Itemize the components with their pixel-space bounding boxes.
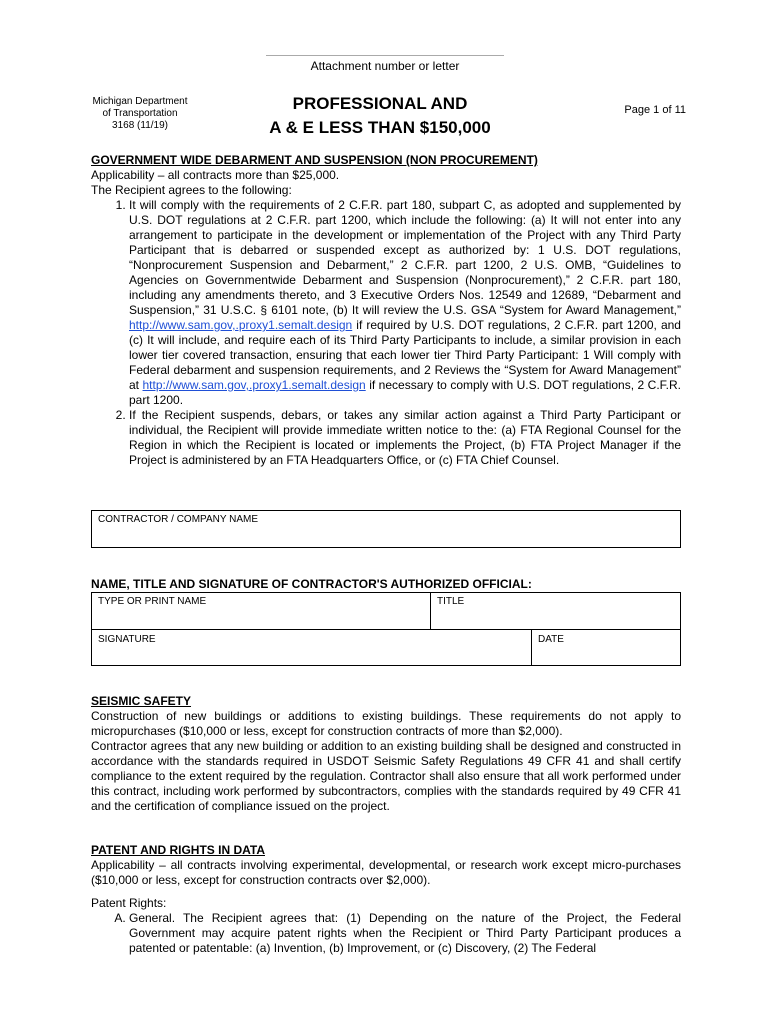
date-label: DATE <box>538 634 564 645</box>
debarment-list <box>91 198 681 468</box>
signature-label: SIGNATURE <box>98 634 156 645</box>
page-number: Page 1 of 11 <box>624 104 686 116</box>
title-line-2: A & E LESS THAN $150,000 <box>269 118 491 137</box>
debarment-intro: The Recipient agrees to the following: <box>91 183 292 197</box>
official-heading: NAME, TITLE AND SIGNATURE OF CONTRACTOR'S AUTHORIZED OFFICIAL: <box>91 577 532 591</box>
title-label: TITLE <box>437 596 465 607</box>
title-line-1: PROFESSIONAL AND <box>292 94 468 113</box>
debarment-item-1 <box>129 198 681 408</box>
debarment-item-1-text-a: It will comply with the requirements of 2 C.F.R. part 180, subpart C, as adopted and supplemented by U.S. DOT regulations at 2 C.F.R. part 1200, which include the following: (a) It will not enter into any arrangement to participate in the development or implementation of the Project with any Third Party Participant that is debarred or suspended except as authorized by: 1 U.S. DOT regulations, “Nonprocurement Suspension and Debarment,” 2 C.F.R. part 1200, 2 U.S. OMB, “Guidelines to Agencies on Governmentwide Debarment and Suspension (Nonprocurement),” 2 C.F.R. part 180, including any amendments thereto, and 3 Executive Orders Nos. 12549 and 12689, “Debarment and Suspension,” 31 U.S.C. § 6101 note, (b) It will review the U.S. GSA “System for Award Management,” <box>129 198 681 317</box>
attachment-label: Attachment number or letter <box>310 59 460 73</box>
sam-gov-link-1[interactable]: http://www.sam.gov,.proxy1.semalt.design <box>129 318 353 332</box>
seismic-paragraph-2: Contractor agrees that any new building or addition to an existing building shall be designed and constructed in accordance with the standards required in USDOT Seismic Safety Regulations 49 CFR 41 and shall certify compliance to the extent required by the regulation. Contractor shall also ensure that all work performed under this contract, including work performed by subcontractors, complies with the standards required by 49 CFR 41 and the certification of compliance issued on the project. <box>91 739 681 813</box>
page-title <box>230 92 530 140</box>
company-name-label: CONTRACTOR / COMPANY NAME <box>98 514 259 525</box>
patent-heading: PATENT AND RIGHTS IN DATA <box>91 843 265 857</box>
signature-grid <box>91 592 681 666</box>
department-sub: of Transportation <box>102 108 178 119</box>
patent-list <box>91 911 681 956</box>
title-field[interactable] <box>431 593 680 629</box>
print-name-field[interactable] <box>92 593 430 629</box>
attachment-line <box>266 55 504 56</box>
print-name-label: TYPE OR PRINT NAME <box>98 596 207 607</box>
signature-field[interactable] <box>92 630 531 665</box>
department-block <box>80 96 200 132</box>
seismic-heading: SEISMIC SAFETY <box>91 694 192 708</box>
patent-applicability: Applicability – all contracts involving experimental, developmental, or research work except micro-purchases ($10,000 or less, except for construction contracts over $2,000). <box>91 858 681 887</box>
seismic-paragraph-1: Construction of new buildings or additions to existing buildings. These requirements do not apply to micropurchases ($10,000 or less, except for construction contracts of more than $2,000). <box>91 709 681 738</box>
patent-rights-label: Patent Rights: <box>91 896 167 910</box>
debarment-item-1-text-c: if necessary to comply with U.S. DOT regulations, 2 C.F.R. part 1200. <box>129 378 681 407</box>
official-heading-wrap <box>91 577 681 592</box>
form-number: 3168 (11/19) <box>112 120 168 131</box>
department-name: Michigan Department <box>92 96 188 107</box>
debarment-section <box>91 153 681 468</box>
debarment-heading: GOVERNMENT WIDE DEBARMENT AND SUSPENSION (NON PROCUREMENT) <box>91 153 538 167</box>
patent-section <box>91 843 681 956</box>
debarment-item-1-text-b: if required by U.S. DOT regulations, 2 C.F.R. part 1200, and (c) It will include, and require each of its Third Party Participants to include, a similar provision in each lower tier covered transaction, ensuring that each lower tier Third Party Participant: 1 Will comply with Federal debarment and suspension requirements, and 2 Reviews the “System for Award Management” at <box>129 318 681 392</box>
sam-gov-link-2[interactable]: http://www.sam.gov,.proxy1.semalt.design <box>142 378 366 392</box>
company-name-field[interactable] <box>91 510 681 548</box>
patent-item-a: A. General. The Recipient agrees that: (1) Depending on the nature of the Project, the Federal Government may acquire patent rights when the Recipient or Third Party Participant produces a patented or patentable: (a) Invention, (b) Improvement, or (c) Discovery, (2) The Federal <box>129 911 681 956</box>
debarment-item-2: 2. If the Recipient suspends, debars, or takes any similar action against a Third Party Participant or individual, the Recipient will provide immediate written notice to the: (a) FTA Regional Counsel for the Region in which the Recipient is located or implements the Project, (b) FTA Project Manager if the Project is administered by an FTA Headquarters Office, or (c) FTA Chief Counsel. <box>129 408 681 468</box>
date-field[interactable] <box>532 630 680 665</box>
seismic-section <box>91 694 681 814</box>
debarment-applicability: Applicability – all contracts more than $25,000. <box>91 168 340 182</box>
